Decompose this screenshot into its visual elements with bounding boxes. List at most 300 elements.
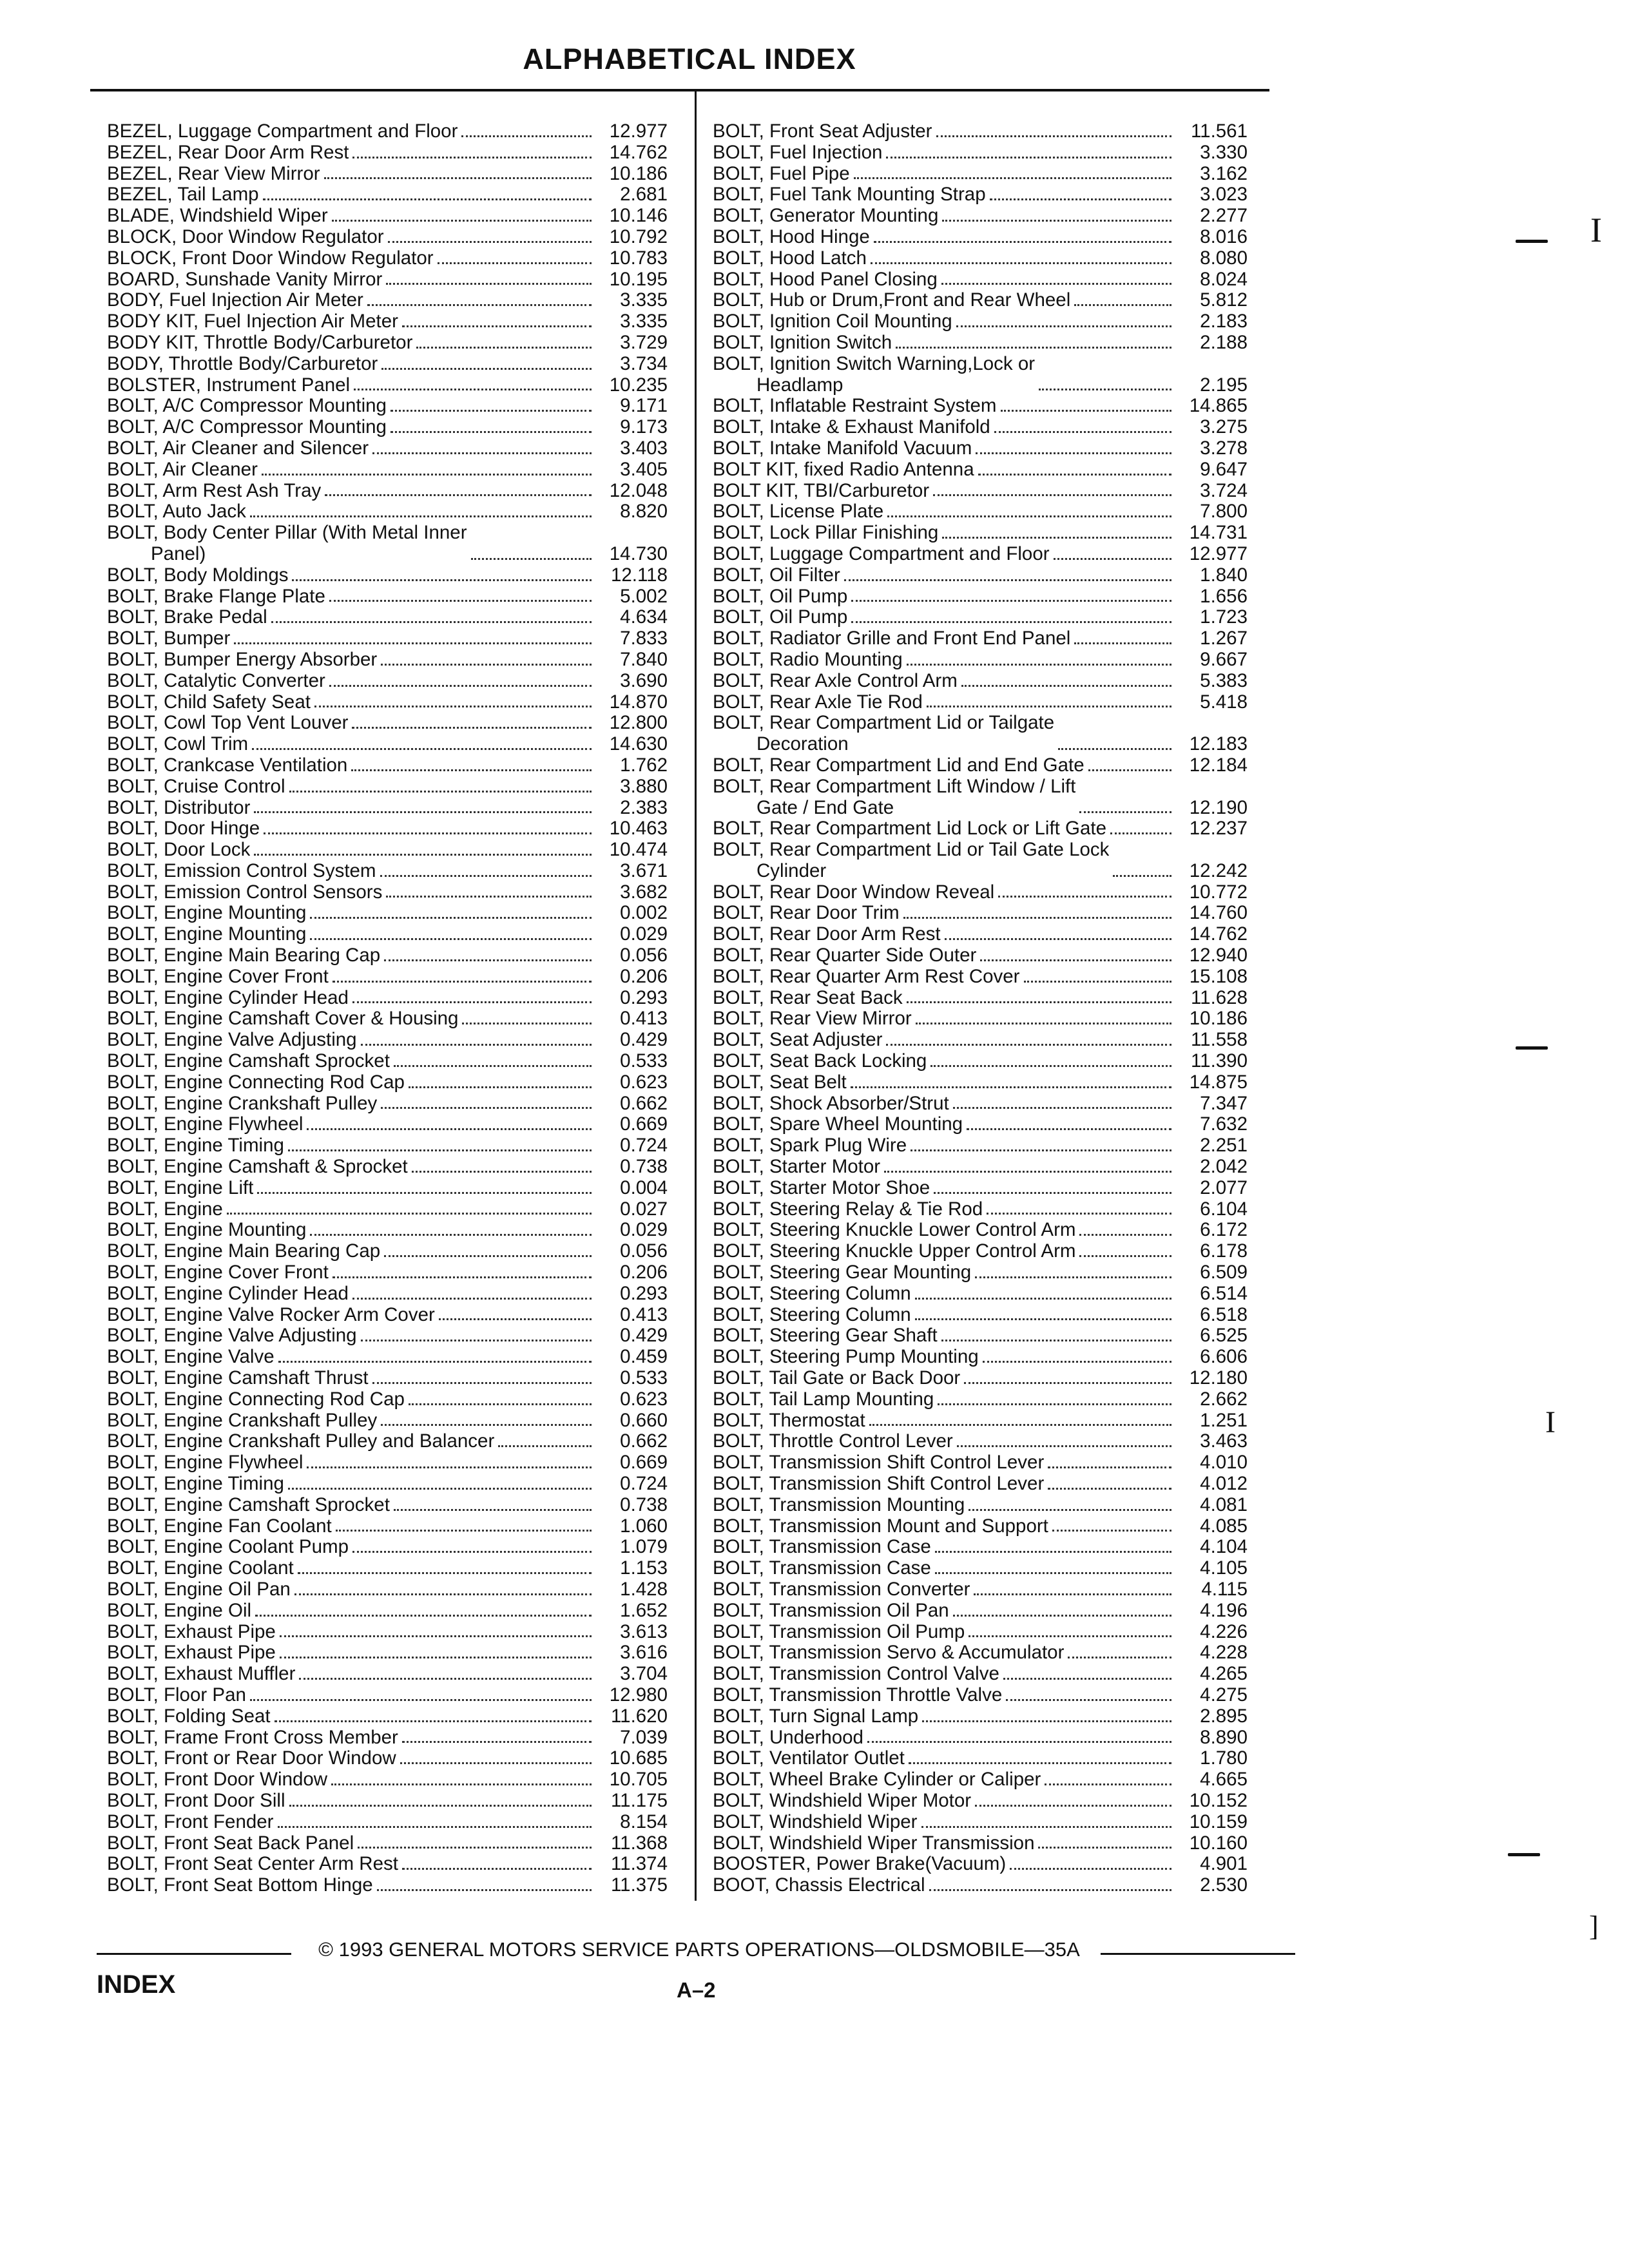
dot-leader (907, 664, 1171, 666)
dot-leader (938, 1403, 1171, 1405)
entry-description (713, 248, 867, 269)
entry-page-ref: 7.840 (620, 648, 668, 670)
entry-page-ref: 0.738 (620, 1156, 668, 1178)
entry-description (713, 818, 1106, 840)
entry-page-ref: 14.762 (1189, 923, 1248, 945)
entry-description (107, 818, 260, 840)
entry-text: BOLT, Engine Camshaft Cover & Housing (107, 1008, 459, 1030)
entry-page-ref: 2.277 (1200, 205, 1248, 227)
index-entry (107, 607, 668, 628)
entry-description (713, 1706, 918, 1727)
entry-text: BOLT, Air Cleaner and Silencer (107, 437, 369, 459)
entry-text: BOLT, Rear Axle Tie Rod (713, 691, 923, 713)
index-entry (713, 1008, 1248, 1030)
entry-page-ref: 3.023 (1200, 184, 1248, 206)
dot-leader (394, 1509, 592, 1511)
index-entry (713, 1093, 1248, 1115)
entry-description (713, 1748, 905, 1769)
dot-leader (909, 1762, 1171, 1764)
entry-text: BOLT KIT, fixed Radio Antenna (713, 459, 974, 480)
dot-leader (352, 1001, 592, 1003)
entry-description (107, 248, 434, 269)
entry-text: BOLT, Engine Cylinder Head (107, 1283, 349, 1304)
entry-text: BOLT, Windshield Wiper Motor (713, 1790, 972, 1811)
entry-page-ref: 3.729 (620, 331, 668, 353)
dot-leader (310, 1234, 592, 1236)
entry-description (107, 164, 320, 185)
entry-text: BOLT, Ignition Switch (713, 332, 892, 353)
entry-description (107, 332, 412, 354)
entry-page-ref: 1.428 (620, 1578, 668, 1600)
index-entry (107, 861, 668, 882)
entry-page-ref: 11.368 (610, 1832, 668, 1854)
dot-leader (998, 896, 1171, 898)
entry-description (713, 1727, 863, 1749)
entry-text: BOLT, Steering Pump Mounting (713, 1347, 979, 1368)
index-entry (713, 121, 1248, 142)
dot-leader (1113, 875, 1171, 877)
entry-page-ref: 4.226 (1200, 1620, 1248, 1642)
entry-description (107, 1706, 271, 1727)
entry-page-ref: 12.180 (1189, 1367, 1248, 1389)
entry-text: BOLT, Transmission Mount and Support (713, 1515, 1048, 1537)
dot-leader (294, 1593, 592, 1595)
dot-leader (310, 917, 592, 919)
entry-description (713, 692, 923, 713)
index-entry (713, 1537, 1248, 1558)
index-entry (107, 649, 668, 671)
index-entry (107, 206, 668, 227)
entry-description (107, 1135, 284, 1157)
index-entry (713, 692, 1248, 713)
dot-leader (942, 220, 1171, 222)
entry-description (713, 1875, 925, 1896)
entry-text: BOLT, Crankcase Ventilation (107, 754, 348, 776)
entry-text: BOLT, Transmission Converter (713, 1579, 970, 1600)
dot-leader (358, 1847, 592, 1849)
entry-description (107, 1199, 223, 1220)
entry-page-ref: 0.738 (620, 1494, 668, 1515)
dot-leader (386, 283, 592, 285)
entry-text: BOLT, Cowl Trim (107, 734, 249, 755)
dot-leader (333, 981, 592, 983)
entry-page-ref: 2.188 (1200, 331, 1248, 353)
entry-page-ref: 14.730 (609, 543, 668, 564)
entry-description (107, 776, 285, 798)
entry-text: BLOCK, Door Window Regulator (107, 226, 384, 247)
entry-text: BOLT, Engine Cover Front (107, 1262, 329, 1283)
index-entry (107, 1051, 668, 1072)
entry-description (107, 481, 321, 502)
entry-page-ref: 8.080 (1200, 247, 1248, 269)
entry-description (107, 1452, 303, 1474)
index-entry (107, 734, 668, 755)
dot-leader (922, 1720, 1171, 1722)
entry-text: BOLT, Engine Flywheel (107, 1452, 304, 1474)
entry-page-ref: 3.278 (1200, 437, 1248, 459)
entry-page-ref: 8.820 (620, 501, 668, 523)
dot-leader (933, 494, 1171, 496)
entry-page-ref: 0.056 (620, 1240, 668, 1262)
entry-page-ref: 12.237 (1189, 818, 1248, 840)
entry-text: BOLT, Catalytic Converter (107, 670, 325, 691)
entry-page-ref: 9.647 (1200, 458, 1248, 480)
index-entry (107, 903, 668, 924)
dot-leader (409, 1086, 592, 1088)
entry-text: BOLT, Rear Seat Back (713, 987, 903, 1008)
entry-page-ref: 4.105 (1200, 1557, 1248, 1579)
margin-tab-mark (1508, 1853, 1540, 1856)
entry-description (107, 1283, 349, 1305)
dot-leader (299, 1678, 592, 1680)
entry-text: BOLT, Tail Lamp Mounting (713, 1389, 934, 1410)
dot-leader (911, 1149, 1171, 1151)
entry-page-ref: 4.081 (1200, 1494, 1248, 1515)
entry-text: BOLT, Starter Motor (713, 1157, 881, 1178)
index-entry (107, 1431, 668, 1452)
entry-text: BOLT, Steering Knuckle Upper Control Arm (713, 1241, 1076, 1262)
entry-page-ref: 2.662 (1200, 1388, 1248, 1410)
entry-page-ref: 0.660 (620, 1409, 668, 1431)
index-entry (107, 1347, 668, 1368)
entry-text: BOLT, Transmission Servo & Accumulator (713, 1642, 1065, 1664)
entry-page-ref: 8.016 (1200, 226, 1248, 247)
index-entry (713, 1685, 1248, 1706)
dot-leader (1045, 1783, 1171, 1785)
index-entry (107, 354, 668, 375)
index-entry (713, 1410, 1248, 1432)
entry-page-ref: 6.178 (1200, 1240, 1248, 1262)
entry-text: BOLT, Engine Main Bearing Cap (107, 945, 381, 966)
entry-text: BOLT, Engine Valve Adjusting (107, 1325, 357, 1347)
entry-description (713, 1093, 949, 1115)
entry-description (713, 1410, 865, 1432)
dot-leader (381, 1424, 592, 1426)
entry-page-ref: 3.616 (620, 1642, 668, 1664)
index-entry (107, 290, 668, 311)
entry-page-ref: 10.685 (609, 1747, 668, 1769)
index-entry (107, 882, 668, 903)
entry-page-ref: 3.405 (620, 458, 668, 480)
entry-text: BOLT, Door Lock (107, 840, 251, 861)
dot-leader (264, 832, 592, 834)
index-entry (713, 1114, 1248, 1135)
entry-description (107, 1220, 306, 1241)
entry-text: BOLT, Engine Valve (107, 1347, 275, 1368)
index-entry (713, 501, 1248, 523)
entry-text: BOLT, Inflatable Restraint System (713, 396, 997, 417)
dot-leader (412, 1171, 592, 1173)
dot-leader (975, 1805, 1171, 1807)
entry-text: BOLT, Rear Door Window Reveal (713, 881, 995, 903)
entry-text: BOLT, Engine Flywheel (107, 1114, 304, 1135)
dot-leader (929, 1889, 1172, 1891)
entry-page-ref: 0.293 (620, 986, 668, 1008)
entry-text: BEZEL, Tail Lamp (107, 184, 259, 206)
entry-page-ref: 14.865 (1189, 395, 1248, 417)
entry-text: BOARD, Sunshade Vanity Mirror (107, 269, 383, 290)
dot-leader (278, 1826, 592, 1828)
entry-text: BOLT, A/C Compressor Mounting (107, 417, 387, 438)
entry-text: BOLT, Exhaust Pipe (107, 1621, 276, 1642)
entry-description (107, 692, 311, 713)
index-entry (713, 1051, 1248, 1072)
entry-page-ref: 11.620 (610, 1705, 668, 1727)
dot-leader (250, 1699, 592, 1701)
entry-description (713, 544, 1050, 565)
index-entry (713, 523, 1248, 544)
entry-description (107, 1854, 398, 1875)
entry-continuation: Headlamp (757, 374, 843, 396)
entry-text: BOLT, Windshield Wiper (713, 1811, 918, 1832)
index-entry (713, 142, 1248, 164)
entry-page-ref: 3.335 (620, 289, 668, 311)
index-entry (713, 1135, 1248, 1157)
entry-page-ref: 12.183 (1189, 733, 1248, 755)
entry-description (713, 1622, 965, 1643)
entry-description (713, 966, 1020, 988)
index-entry (107, 1537, 668, 1558)
footer-rule-left (97, 1953, 291, 1955)
index-entry (713, 1622, 1248, 1643)
entry-description (107, 1262, 329, 1283)
entry-description (713, 396, 997, 417)
footer-copyright: © 1993 GENERAL MOTORS SERVICE PARTS OPERATIONS—OLDSMOBILE—35A (318, 1938, 1080, 1961)
entry-page-ref: 0.623 (620, 1071, 668, 1093)
dot-leader (1054, 558, 1171, 560)
entry-text: BOLT, Engine Oil (107, 1600, 252, 1621)
entry-text: BOLT, Spare Wheel Mounting (713, 1114, 963, 1135)
entry-text: BOLT, Front Door Window (107, 1769, 328, 1791)
entry-page-ref: 2.530 (1200, 1874, 1248, 1896)
entry-description (107, 945, 380, 966)
dot-leader (935, 1551, 1171, 1553)
index-entry (713, 1262, 1248, 1283)
dot-leader (978, 474, 1171, 476)
entry-page-ref: 1.251 (1200, 1409, 1248, 1431)
entry-description (107, 269, 382, 291)
entry-description (713, 1325, 938, 1347)
entry-description (107, 1579, 291, 1600)
entry-description (107, 1325, 357, 1347)
entry-text: BOLT, Radio Mounting (713, 649, 903, 670)
entry-description (713, 1368, 960, 1389)
entry-description (107, 1008, 458, 1030)
index-entry (713, 1431, 1248, 1452)
index-entry (107, 1516, 668, 1537)
entry-page-ref: 3.463 (1200, 1430, 1248, 1452)
index-entry (107, 565, 668, 586)
dot-leader (262, 474, 592, 476)
entry-page-ref: 9.173 (620, 416, 668, 438)
index-entry (713, 1727, 1248, 1749)
entry-description (107, 1051, 390, 1072)
dot-leader (352, 1298, 592, 1300)
dot-leader (280, 1635, 592, 1637)
entry-description (713, 607, 847, 628)
entry-page-ref: 1.840 (1200, 564, 1248, 586)
entry-page-ref: 2.183 (1200, 311, 1248, 332)
entry-page-ref: 10.772 (1189, 881, 1248, 903)
entry-page-ref: 4.634 (620, 606, 668, 628)
index-entry (107, 966, 668, 988)
entry-page-ref: 1.723 (1200, 606, 1248, 628)
dot-leader (915, 1298, 1171, 1300)
index-entry (713, 1030, 1248, 1051)
entry-text: BOLT, Emission Control System (107, 860, 376, 881)
entry-text: BOLT, Exhaust Muffler (107, 1664, 296, 1685)
index-entry (107, 1178, 668, 1199)
entry-text: BOLT, Brake Pedal (107, 607, 267, 628)
entry-description (713, 523, 938, 544)
index-entry (107, 1389, 668, 1410)
dot-leader (871, 262, 1171, 264)
entry-description (713, 1114, 963, 1135)
index-entry (713, 776, 1248, 819)
entry-text: BOLT, Underhood (713, 1727, 863, 1748)
entry-text: BOLT, Engine Coolant Pump (107, 1537, 349, 1558)
entry-text: BOLT, Engine Mounting (107, 924, 307, 945)
index-entry (107, 840, 668, 861)
dot-leader (935, 1572, 1171, 1574)
entry-page-ref: 10.160 (1189, 1832, 1248, 1854)
dot-leader (1048, 1488, 1171, 1490)
entry-text: BOLT, Engine Valve Adjusting (107, 1030, 357, 1051)
entry-page-ref: 3.704 (620, 1663, 668, 1685)
index-entry (713, 290, 1248, 311)
entry-text: BOLT, Steering Column (713, 1283, 911, 1304)
section-label: INDEX (97, 1970, 176, 1999)
index-entry (713, 1072, 1248, 1093)
entry-page-ref: 4.104 (1200, 1536, 1248, 1558)
entry-text: BOLT, Ignition Coil Mounting (713, 311, 952, 332)
entry-page-ref: 11.561 (1190, 120, 1248, 142)
entry-text: BOLT, Folding Seat (107, 1706, 271, 1727)
dot-leader (298, 1572, 592, 1574)
entry-page-ref: 8.890 (1200, 1726, 1248, 1748)
entry-text: BOLT, Engine Camshaft Sprocket (107, 1051, 390, 1072)
entry-description (107, 1685, 246, 1706)
entry-text: BOLT, Shock Absorber/Strut (713, 1093, 949, 1114)
index-entry (107, 1008, 668, 1030)
entry-description (107, 1072, 405, 1093)
entry-text: BOLT, Rear Quarter Arm Rest Cover (713, 966, 1020, 987)
dot-leader (234, 642, 592, 644)
index-entry (107, 628, 668, 649)
dot-leader (333, 1276, 592, 1278)
entry-page-ref: 7.347 (1200, 1092, 1248, 1114)
dot-leader (289, 1805, 592, 1807)
entry-description (107, 840, 250, 861)
index-entry (107, 1748, 668, 1769)
entry-page-ref: 11.628 (1190, 986, 1248, 1008)
entry-page-ref: 0.662 (620, 1092, 668, 1114)
index-entry (107, 1812, 668, 1833)
entry-page-ref: 5.383 (1200, 669, 1248, 691)
entry-description (713, 354, 1035, 396)
entry-text: BOLT, Engine Crankshaft Pulley and Balancer (107, 1431, 495, 1452)
index-column-left (107, 121, 668, 1896)
index-entry (107, 988, 668, 1009)
index-entry (107, 1072, 668, 1093)
entry-page-ref: 3.724 (1200, 479, 1248, 501)
entry-page-ref: 1.060 (620, 1515, 668, 1537)
entry-page-ref: 12.242 (1189, 860, 1248, 881)
dot-leader (907, 1001, 1171, 1003)
entry-text: BOLT, Turn Signal Lamp (713, 1706, 919, 1727)
entry-text: BOLT KIT, TBI/Carburetor (713, 480, 930, 501)
entry-description (107, 1347, 275, 1368)
entry-page-ref: 14.870 (609, 691, 668, 713)
entry-page-ref: 7.039 (620, 1726, 668, 1748)
entry-page-ref: 10.152 (1189, 1789, 1248, 1811)
entry-page-ref: 10.195 (609, 268, 668, 290)
entry-description (713, 1642, 1064, 1664)
dot-leader (969, 1635, 1171, 1637)
index-entry (713, 1833, 1248, 1854)
entry-text: BOLT, Cruise Control (107, 776, 285, 797)
entry-page-ref: 0.724 (620, 1135, 668, 1157)
dot-leader (307, 1128, 592, 1130)
index-entry (713, 206, 1248, 227)
entry-text: BOLT, Transmission Oil Pump (713, 1621, 965, 1642)
index-entry (713, 269, 1248, 291)
dot-leader (336, 1530, 592, 1532)
entry-text: BOLT, Engine Crankshaft Pulley (107, 1093, 378, 1114)
index-entry (107, 417, 668, 438)
index-entry (107, 924, 668, 945)
entry-page-ref: 0.533 (620, 1050, 668, 1072)
margin-mark: ] (1589, 1910, 1599, 1942)
index-entry (713, 1157, 1248, 1178)
dot-leader (377, 1889, 592, 1891)
index-entry (107, 1452, 668, 1474)
entry-description (107, 1495, 390, 1516)
index-entry (713, 1305, 1248, 1326)
entry-description (713, 1262, 971, 1283)
index-entry (713, 481, 1248, 502)
entry-text: BOLT, Front Seat Center Arm Rest (107, 1854, 398, 1875)
entry-description (713, 628, 1070, 649)
entry-description (713, 311, 952, 332)
dot-leader (310, 938, 592, 940)
dot-leader (969, 1509, 1171, 1511)
entry-page-ref: 6.606 (1200, 1346, 1248, 1368)
index-entry (713, 1220, 1248, 1241)
dot-leader (869, 1424, 1171, 1426)
entry-text: BOLT, Intake & Exhaust Manifold (713, 417, 990, 438)
entry-text: BOLT, Oil Pump (713, 607, 848, 628)
dot-leader (1052, 1530, 1171, 1532)
entry-description (713, 1579, 970, 1600)
entry-description (713, 332, 892, 354)
entry-page-ref: 14.731 (1189, 522, 1248, 544)
entry-text: BOLT, Windshield Wiper Transmission (713, 1832, 1035, 1854)
entry-description (713, 417, 990, 438)
dot-leader (874, 241, 1171, 243)
index-entry (713, 354, 1248, 396)
entry-description (107, 501, 246, 523)
index-entry (107, 1241, 668, 1262)
entry-text: BOLT, Steering Knuckle Lower Control Arm (713, 1220, 1076, 1241)
entry-description (107, 649, 377, 671)
entry-description (713, 1537, 931, 1558)
entry-text: BOLT, Seat Adjuster (713, 1030, 883, 1051)
index-entry (107, 1833, 668, 1854)
entry-text: BOLT, Rear Door Arm Rest (713, 924, 941, 945)
entry-page-ref: 1.652 (620, 1599, 668, 1621)
entry-page-ref: 12.048 (609, 479, 668, 501)
